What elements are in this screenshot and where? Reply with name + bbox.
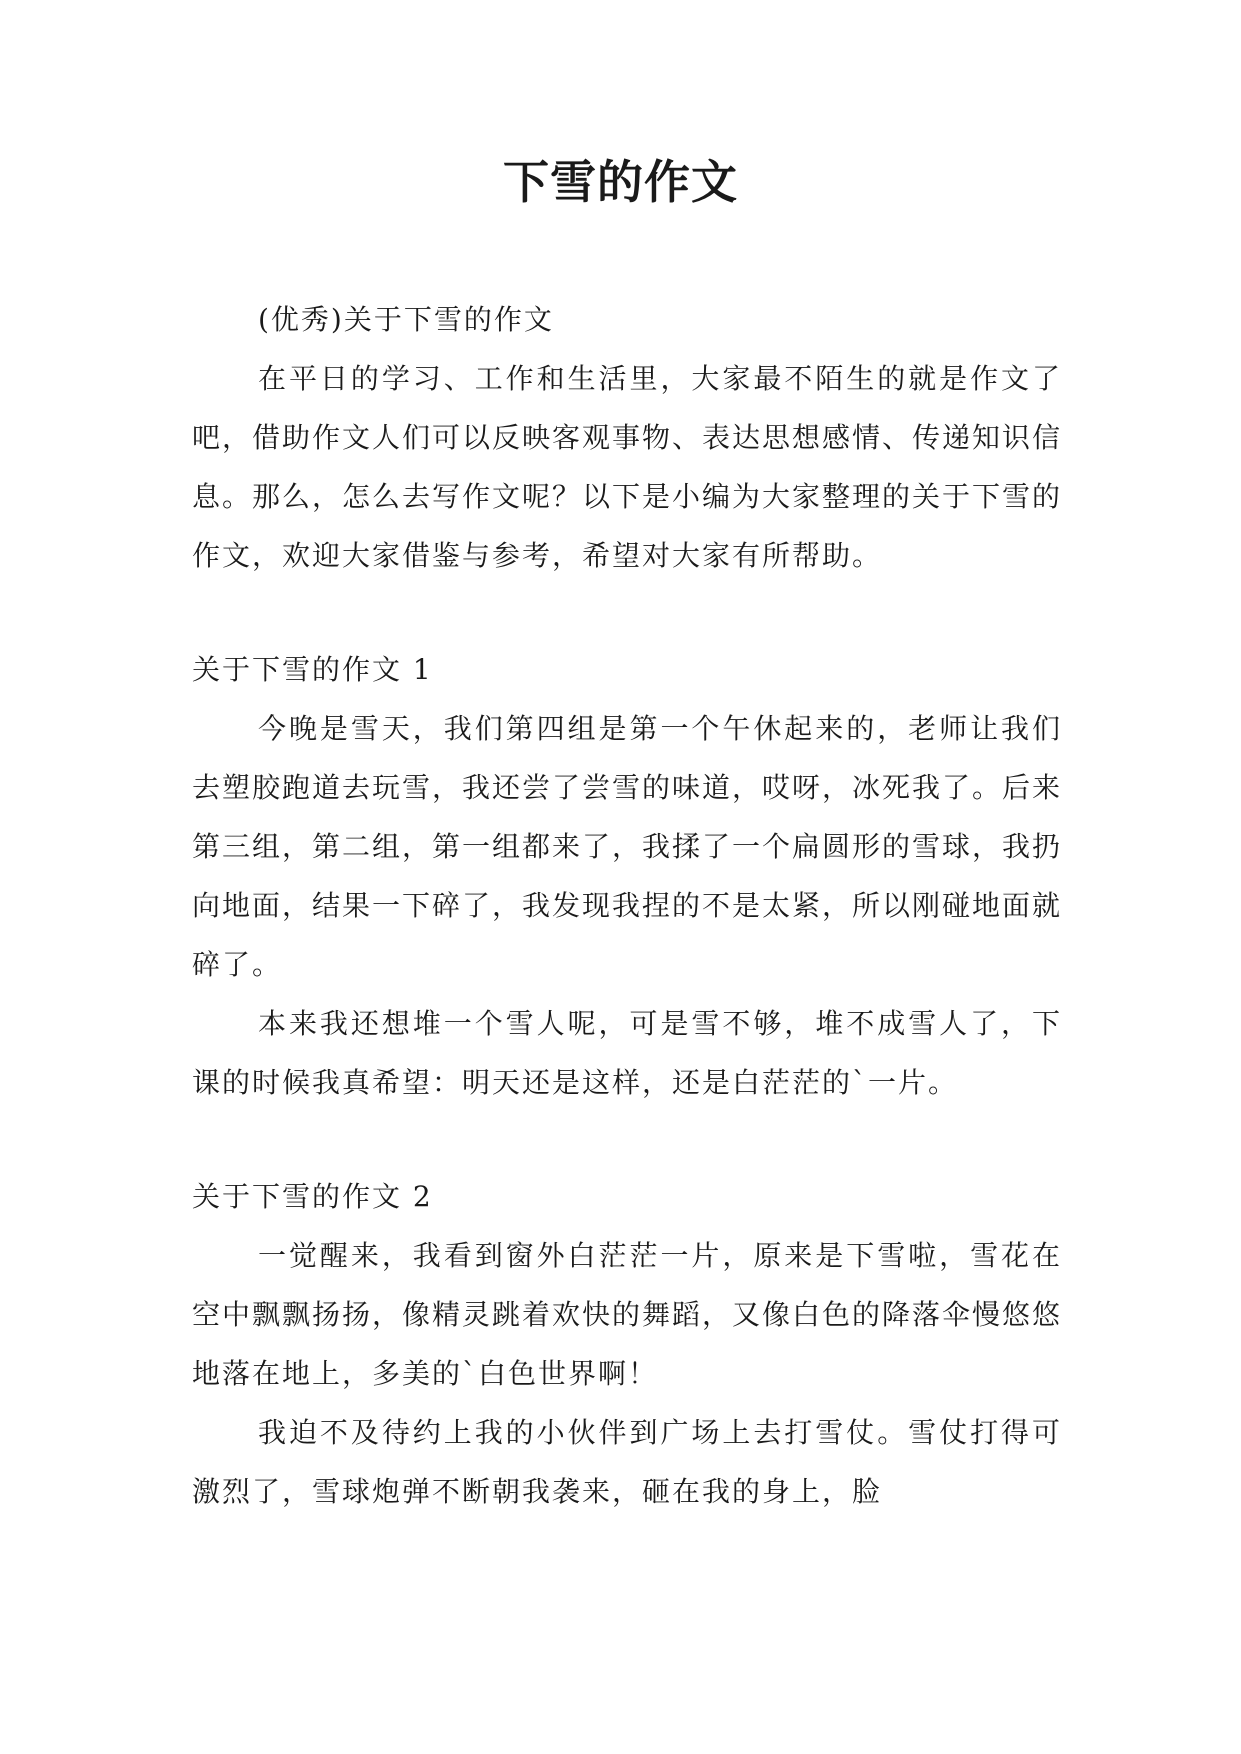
section-1-paragraph-2: 本来我还想堆一个雪人呢，可是雪不够，堆不成雪人了，下课的时候我真希望：明天还是这样，还是白茫茫的`一片。: [192, 1007, 1062, 1099]
document-body: [192, 290, 1062, 1521]
section-heading-1: 关于下雪的作文 1: [192, 653, 433, 686]
section-1-paragraph-1: 今晚是雪天，我们第四组是第一个午休起来的，老师让我们去塑胶跑道去玩雪，我还尝了尝雪的味道，哎呀，冰死我了。后来第三组，第二组，第一组都来了，我揉了一个扁圆形的雪球，我扔向地面，结果一下碎了，我发现我捏的不是太紧，所以刚碰地面就碎了。: [192, 712, 1063, 981]
document-title: 下雪的作文: [503, 155, 738, 209]
section-2-paragraph-1: 一觉醒来，我看到窗外白茫茫一片，原来是下雪啦，雪花在空中飘飘扬扬，像精灵跳着欢快的舞蹈，又像白色的降落伞慢悠悠地落在地上，多美的`白色世界啊！: [192, 1239, 1063, 1390]
subtitle-line: (优秀)关于下雪的作文: [258, 303, 554, 336]
section-heading-2: 关于下雪的作文 2: [192, 1180, 433, 1213]
intro-paragraph: 在平日的学习、工作和生活里，大家最不陌生的就是作文了吧，借助作文人们可以反映客观事物、表达思想感情、传递知识信息。那么，怎么去写作文呢？以下是小编为大家整理的关于下雪的作文，欢迎大家借鉴与参考，希望对大家有所帮助。: [192, 362, 1063, 572]
section-2-paragraph-2: 我迫不及待约上我的小伙伴到广场上去打雪仗。雪仗打得可激烈了，雪球炮弹不断朝我袭来，砸在我的身上，脸: [192, 1416, 1062, 1508]
section-spacer: [192, 585, 1062, 640]
section-spacer: [192, 1112, 1062, 1167]
